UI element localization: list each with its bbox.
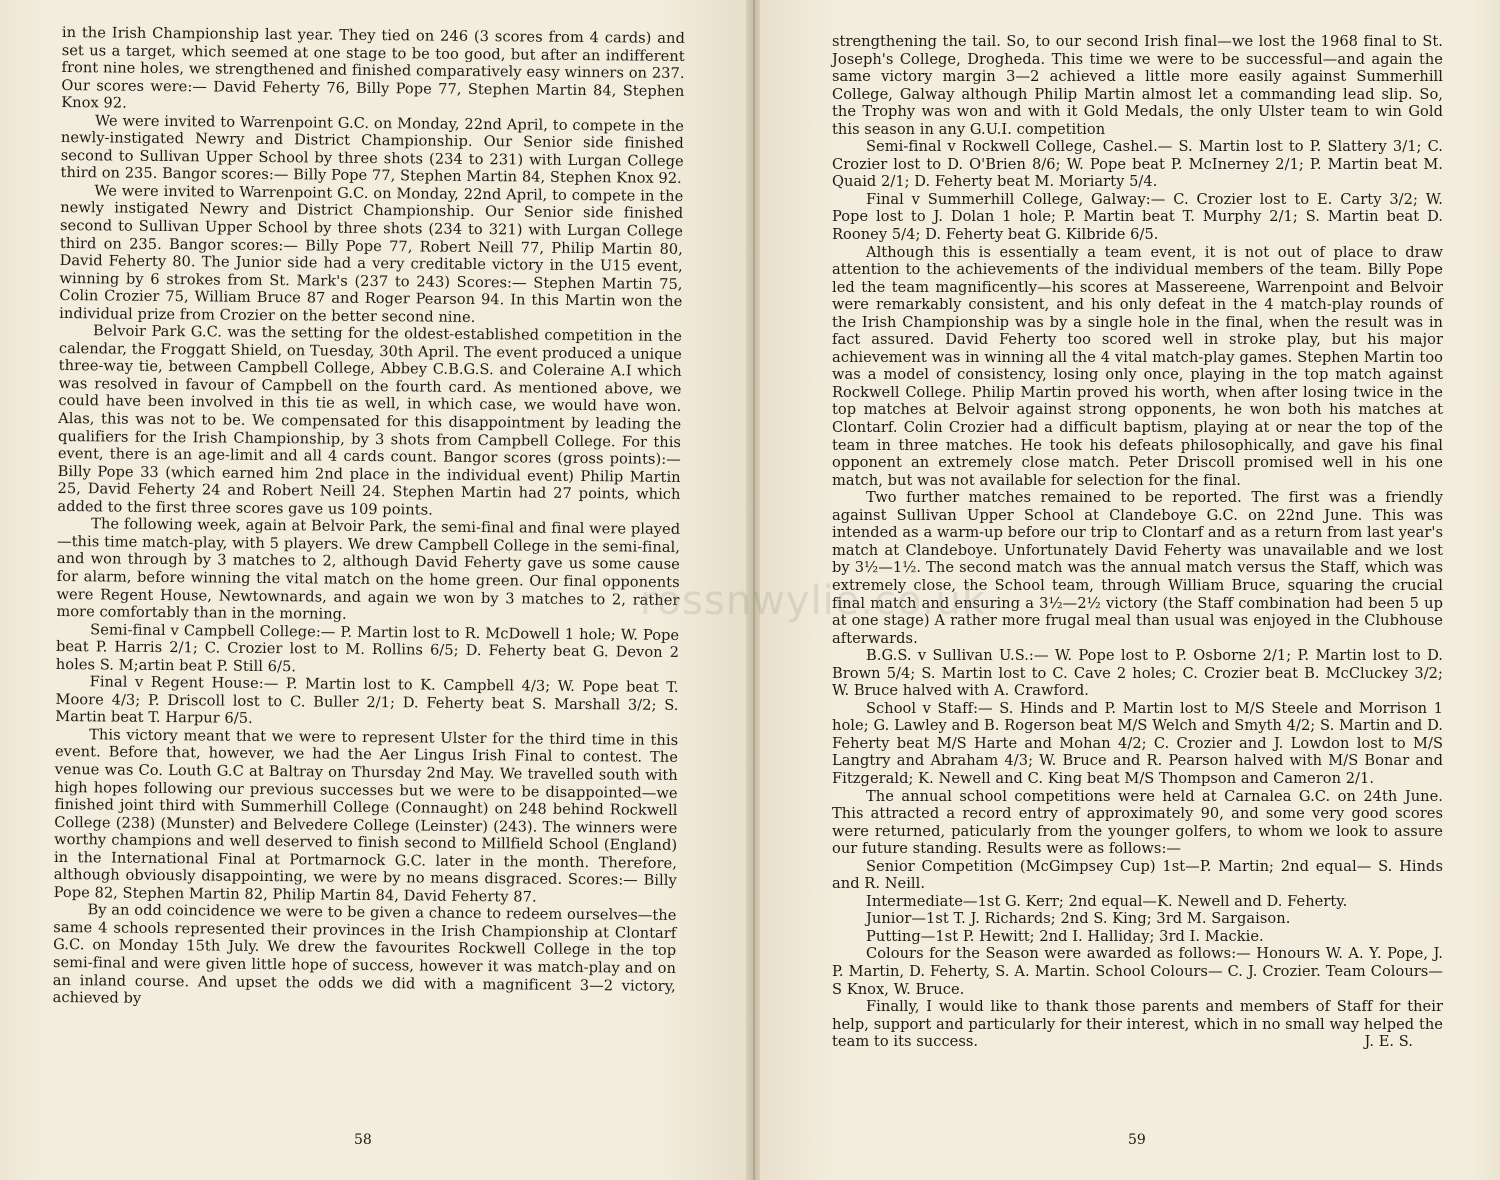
paragraph: B.G.S. v Sullivan U.S.:— W. Pope lost to P. Osborne 2/1; P. Martin lost to D. Brown 5/4; S. Martin lost to C. Cave 2 holes; C. Crozier beat B. McCluckey 3/2; W. Bruce halved with A. Crawford. xyxy=(832,647,1443,700)
paragraph: The annual school competitions were held at Carnalea G.C. on 24th June. This attracted a record entry of approximately 90, and some very good scores were returned, paticularly from the younger golfers, to whom we look to assure our future standing. Results were as follows:— xyxy=(832,787,1443,858)
page-number-left: 58 xyxy=(354,1132,372,1148)
page-number-right: 59 xyxy=(1128,1132,1146,1148)
paragraph: We were invited to Warrenpoint G.C. on Monday, 22nd April, to compete in the newly instigated Newry and District Championship. Our Senior side finished second to Sullivan Upper School by three shots (234 to 321) with Lurgan College third on 235. Bangor scores:— Billy Pope 77, Robert Neill 77, Philip Martin 80, David Feherty 80. The Junior side had a very creditable victory in the U15 event, winning by 6 strokes from St. Mark's (237 to 243) Scores:— Stephen Martin 75, Colin Crozier 75, William Bruce 87 and Roger Pearson 94. In this Martin won the individual prize from Crozier on the better second nine. xyxy=(59,182,684,326)
paragraph: Semi-final v Rockwell College, Cashel.— S. Martin lost to P. Slattery 3/1; C. Crozier lost to D. O'Brien 8/6; W. Pope beat P. McInerney 2/1; P. Martin beat M. Quaid 2/1; D. Feherty beat M. Moriarty 5/4. xyxy=(832,138,1443,191)
paragraph: The following week, again at Belvoir Park, the semi-final and final were played—this time match-play, with 5 players. We drew Campbell College in the semi-final, and won through by 3 matches to 2, although David Feherty gave us some cause for alarm, before winning the vital match on the home green. Our final opponents were Regent House, Newtownards, and again we won by 3 matches to 2, rather more comfortably than in the morning. xyxy=(56,515,681,623)
right-page-text xyxy=(832,33,1443,1051)
right-page xyxy=(760,0,1500,1180)
paragraph: Belvoir Park G.C. was the setting for the oldest-established competition in the calendar, the Froggatt Shield, on Tuesday, 30th April. The event produced a unique three-way tie, between Campbell College, Abbey C.B.G.S. and Coleraine A.I which was resolved in favour of Campbell on the fourth card. As mentioned above, we could have been involved in this tie as well, in which case, we would have won. Alas, this was not to be. We compensated for this disappointment by leading the qualifiers for the Irish Championship, by 3 shots from Campbell College. For this event, there is an age-limit and all 4 cards count. Bangor scores (gross points):— Billy Pope 33 (which earned him 2nd place in the individual event) Philip Martin 25, David Feherty 24 and Robert Neill 24. Stephen Martin had 27 points, which added to the first three scores gave us 109 points. xyxy=(57,322,683,519)
paragraph: in the Irish Championship last year. They tied on 246 (3 scores from 4 cards) and set us a target, which seemed at one stage to be too good, but after an indifferent front nine holes, we strengthened and finished comparatively easy winners on 237. Our scores were:— David Feherty 76, Billy Pope 77, Stephen Martin 84, Stephen Knox 92. xyxy=(61,24,685,112)
paragraph: Two further matches remained to be reported. The first was a friendly against Sullivan Upper School at Clandeboye G.C. on 22nd June. This was intended as a warm-up before our trip to Clontarf and as a return from last year's match at Clandeboye. Unfortunately David Feherty was unavailable and we lost by 3½—1½. The second match was the annual match versus the Staff, which was extremely close, the School team, through William Bruce, squaring the crucial final match and ensuring a 3½—2½ victory (the Staff combination had been 5 up at one stage) A rather more frugal meal than usual was enjoyed in the Clubhouse afterwards. xyxy=(832,489,1443,647)
paragraph: Colours for the Season were awarded as follows:— Honours W. A. Y. Pope, J. P. Martin, D. Feherty, S. A. Martin. School Colours— C. J. Crozier. Team Colours—S Knox, W. Bruce. xyxy=(832,945,1443,998)
paragraph: Intermediate—1st G. Kerr; 2nd equal—K. Newell and D. Feherty. xyxy=(866,892,1348,910)
paragraph: This victory meant that we were to represent Ulster for the third time in this event. Before that, however, we had the Aer Lingus Irish Final to contest. The venue was Co. Louth G.C at Baltray on Thursday 2nd May. We travelled south with high hopes following our previous successes but we were to be disappointed—we finished joint third with Summerhill College (Connaught) on 248 behind Rockwell College (238) (Munster) and Belvedere College (Leinster) (243). The winners were worthy champions and well deserved to finish second to Millfield School (England) in the International Final at Portmarnock G.C. later in the month. Therefore, although obviously disappointing, we were by no means disgraced. Scores:— Billy Pope 82, Stephen Martin 82, Philip Martin 84, David Feherty 87. xyxy=(53,726,679,906)
paragraph: Final v Summerhill College, Galway:— C. Crozier lost to E. Carty 3/2; W. Pope lost to J. Dolan 1 hole; P. Martin beat T. Murphy 2/1; S. Martin beat D. Rooney 5/4; D. Feherty beat G. Kilbride 6/5. xyxy=(832,190,1443,244)
paragraph: Final v Regent House:— P. Martin lost to K. Campbell 4/3; W. Pope beat T. Moore 4/3; P. Driscoll lost to C. Buller 2/1; D. Feherty beat S. Marshall 3/2; S. Martin beat T. Harpur 6/5. xyxy=(55,673,679,728)
left-page-text xyxy=(53,24,685,1013)
paragraph: Putting—1st P. Hewitt; 2nd I. Halliday; 3rd I. Mackie. xyxy=(866,927,1264,945)
paragraph: By an odd coincidence we were to be given a chance to redeem ourselves—the same 4 schools represented their provinces in the Irish Championship at Clontarf G.C. on Monday 15th July. We drew the favourites Rockwell College in the top semi-final and were given little hope of success, however it was match-play and on an inland course. And upset the odds we did with a magnificent 3—2 victory, achieved by xyxy=(52,901,677,1007)
left-page xyxy=(0,0,748,1180)
paragraph: strengthening the tail. So, to our second Irish final—we lost the 1968 final to St. Joseph's College, Drogheda. This time we were to be successful—and again the same victory margin 3—2 achieved a little more easily against Summerhill College, Galway although Philip Martin almost let a commanding lead slip. So, the Trophy was won and with it Gold Medals, the only Ulster team to win Gold this season in any G.U.I. competition xyxy=(832,33,1443,138)
paragraph: Although this is essentially a team event, it is not out of place to draw attention to the achievements of the individual members of the team. Billy Pope led the team magnificently—his scores at Massereene, Warrenpoint and Belvoir were remarkably consistent, and his only defeat in the 4 match-play rounds of the Irish Championship was by a single hole in the final, when the result was in fact assured. David Feherty too scored well in stroke play, but his major achievement was in winning all the 4 vital match-play games. Stephen Martin too was a model of consistency, losing only once, playing in the top match against Rockwell College. Philip Martin proved his worth, when after losing twice in the top matches at Belvoir against strong opponents, he won both his matches at Clontarf. Colin Crozier had a difficult baptism, playing at or near the top of the team in three matches. He took his defeats philosophically, and gave his final opponent an extremely close match. Peter Driscoll promised well in his one match, but was not available for selection for the final. xyxy=(832,243,1443,489)
paragraph: Senior Competition (McGimpsey Cup) 1st—P. Martin; 2nd equal— S. Hinds and R. Neill. xyxy=(832,857,1443,893)
paragraph: Finally, I would like to thank those parents and members of Staff for their help, support and particularly for their interest, which in no small way helped the team to its success. xyxy=(832,998,1443,1051)
paragraph: We were invited to Warrenpoint G.C. on Monday, 22nd April, to compete in the newly-instigated Newry and District Championship. Our Senior side finished second to Sullivan Upper School by three shots (234 to 231) with Lurgan College third on 235. Bangor scores:— Billy Pope 77, Stephen Martin 84, Stephen Knox 92. xyxy=(60,112,685,188)
paragraph: Semi-final v Campbell College:— P. Martin lost to R. McDowell 1 hole; W. Pope beat P. Harris 2/1; C. Crozier lost to M. Rollins 6/5; D. Feherty beat G. Devon 2 holes S. M;artin beat P. Still 6/5. xyxy=(55,620,680,675)
paragraph: Junior—1st T. J. Richards; 2nd S. King; 3rd M. Sargaison. xyxy=(866,910,1291,928)
paragraph: School v Staff:— S. Hinds and P. Martin lost to M/S Steele and Morrison 1 hole; G. Lawley and B. Rogerson beat M/S Welch and Smyth 4/2; S. Martin and D. Feherty beat M/S Harte and Mohan 4/2; C. Crozier and J. Lowdon lost to M/S Langtry and Abraham 4/3; W. Bruce and R. Pearson halved with M/S Bonar and Fitzgerald; K. Newell and C. King beat M/S Thompson and Cameron 2/1. xyxy=(832,699,1443,787)
author-signature: J. E. S. xyxy=(1364,1033,1413,1051)
